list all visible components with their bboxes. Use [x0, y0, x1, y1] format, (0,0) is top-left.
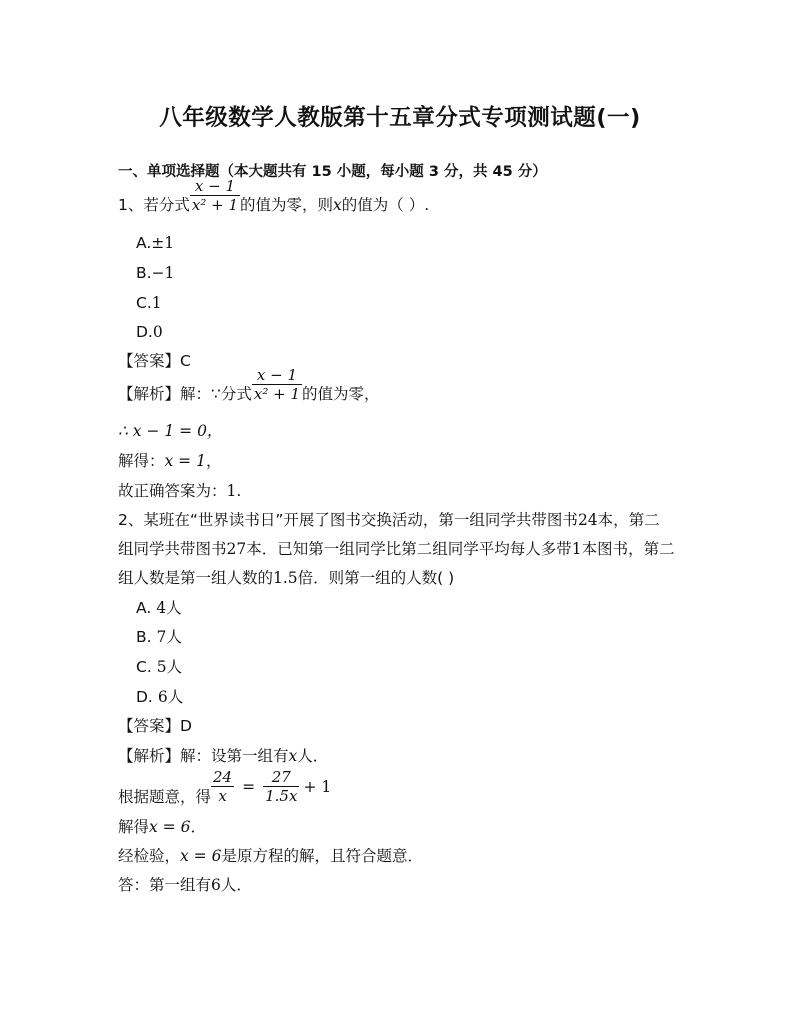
q2-solve: 解得x = 6． — [118, 818, 206, 836]
q1-fraction: $\frac{x - 1}{\text{x² + 1}}$ — [191, 177, 238, 214]
q2-final-answer: 答：第一组有6人． — [118, 876, 252, 894]
q2-option-b: B. 7人 — [136, 628, 182, 646]
section-heading: 一、单项选择题（本大题共有 15 小题，每小题 3 分，共 45 分） — [118, 164, 547, 180]
q1-option-b: B.−1 — [136, 264, 175, 282]
q1-option-a: A.±1 — [136, 234, 175, 252]
q1-option-d: D.0 — [136, 323, 163, 341]
q2-option-c: C. 5人 — [136, 658, 183, 676]
page-title: 八年级数学人教版第十五章分式专项测试题(一) — [159, 105, 641, 131]
question-2-line-3: 组人数是第一组人数的1.5倍．则第一组的人数( ) — [118, 569, 455, 587]
q1-analysis-fraction: $\frac{x - 1}{\text{x² + 1}}$ — [253, 366, 300, 403]
q1-analysis: 【解析】解：∵分式 $\frac{x - 1}{\text{x² + 1}}$ 的值为零， — [118, 366, 380, 403]
q1-conclusion: 故正确答案为：1. — [118, 482, 242, 500]
q1-step-2: 解得：x = 1， — [118, 452, 222, 470]
q2-equation: 根据题意，得 $\frac{24}{x}$ = $\frac{27}{1.5x}$ + 1 — [118, 768, 332, 806]
q2-check: 经检验，x = 6是原方程的解，且符合题意． — [118, 847, 423, 865]
question-1: 1、若分式 $\frac{x - 1}{\text{x² + 1}}$ 的值为零，则x的值为（ ）. — [118, 177, 430, 214]
question-2-line-2: 组同学共带图书27本．已知第一组同学比第二组同学平均每人多带1本图书，第二 — [118, 540, 675, 558]
q2-answer: 【答案】D — [118, 717, 192, 735]
q2-equation-fraction-1: $\frac{24}{x}$ — [213, 768, 233, 805]
q2-equation-fraction-2: $\frac{27}{1.5x}$ — [265, 768, 298, 805]
q1-option-c: C.1 — [136, 294, 162, 312]
q2-option-a: A. 4人 — [136, 599, 182, 617]
q1-step-1: ∴ x − 1 = 0， — [118, 422, 223, 440]
q1-answer: 【答案】C — [118, 352, 191, 370]
q2-analysis: 【解析】解：设第一组有x人． — [118, 747, 329, 765]
question-2-line-1: 2、某班在“世界读书日”开展了图书交换活动，第一组同学共带图书24本，第二 — [118, 511, 660, 529]
q2-option-d: D. 6人 — [136, 688, 184, 706]
